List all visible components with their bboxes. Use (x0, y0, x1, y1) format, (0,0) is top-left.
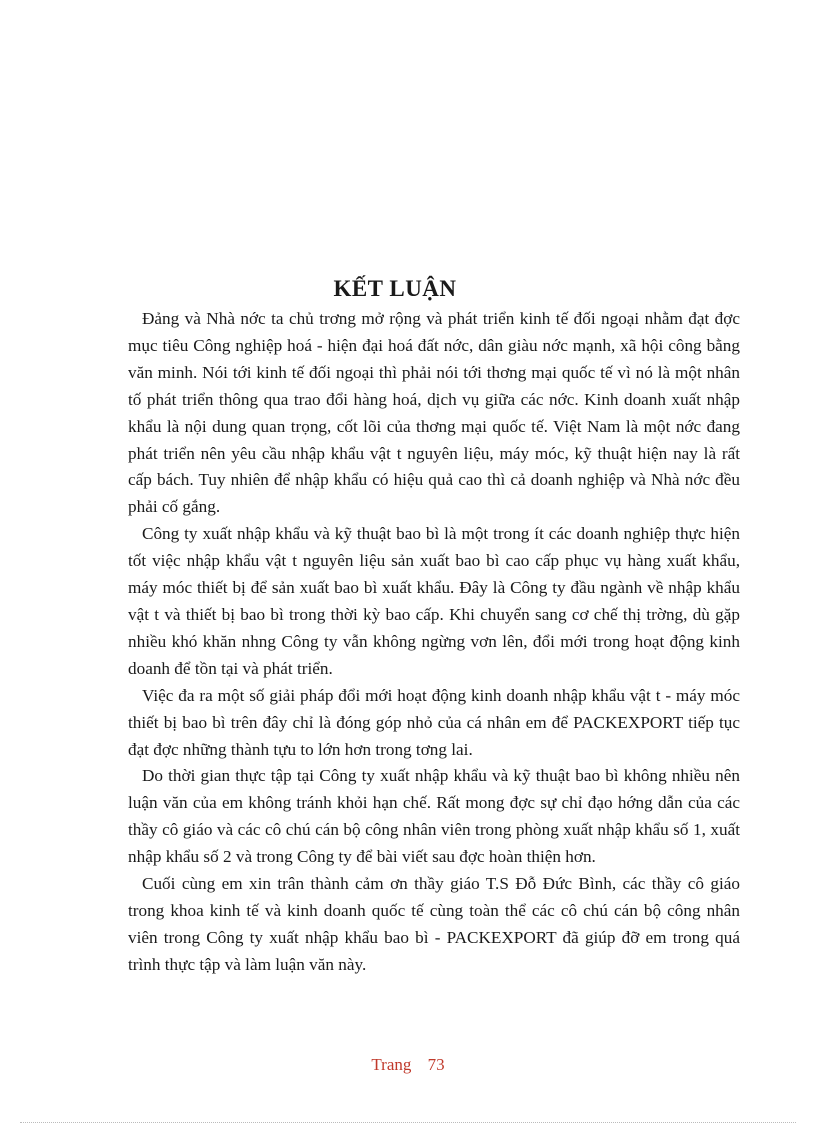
paragraph: Việc đa ra một số giải pháp đổi mới hoạt động kinh doanh nhập khẩu vật t - máy móc thiết bị bao bì trên đây chỉ là đóng góp nhỏ của cá nhân em để PACKEXPORT tiếp tục đạt đợc những thành tựu to lớn hơn trong tơng lai. (128, 685, 740, 759)
page-footer (0, 1055, 816, 1075)
document-body (128, 306, 740, 979)
page-number: 73 (427, 1055, 445, 1074)
paragraph: Đảng và Nhà nớc ta chủ trơng mở rộng và phát triển kinh tế đối ngoại nhằm đạt đợc mục tiêu Công nghiệp hoá - hiện đại hoá đất nớc, dân giàu nớc mạnh, xã hội công bằng văn minh. Nói tới kinh tế đối ngoại thì phải nói tới thơng mại quốc tế vì nó là một nhân tố phát triển thông qua trao đổi hàng hoá, dịch vụ giữa các nớc. Kinh doanh xuất nhập khẩu là nội dung quan trọng, cốt lõi của thơng mại quốc tế. Việt Nam là một nớc đang phát triển nên yêu cầu nhập khẩu vật t nguyên liệu, máy móc, kỹ thuật hiện nay là rất cấp bách. Tuy nhiên để nhập khẩu có hiệu quả cao thì cả doanh nghiệp và Nhà nớc đều phải cố gắng. (128, 309, 740, 517)
paragraph: Cuối cùng em xin trân thành cảm ơn thầy giáo T.S Đỗ Đức Bình, các thầy cô giáo trong khoa kinh tế và kinh doanh quốc tế cùng toàn thể các cô chú cán bộ công nhân viên trong Công ty xuất nhập khẩu bao bì - PACKEXPORT đã giúp đỡ em trong quá trình thực tập và làm luận văn này. (128, 874, 740, 974)
paragraph: Công ty xuất nhập khẩu và kỹ thuật bao bì là một trong ít các doanh nghiệp thực hiện tốt việc nhập khẩu vật t nguyên liệu sản xuất bao bì cao cấp phục vụ hàng xuất khẩu, máy móc thiết bị để sản xuất bao bì xuất khẩu. Đây là Công ty đầu ngành về nhập khẩu vật t và thiết bị bao bì trong thời kỳ bao cấp. Khi chuyển sang cơ chế thị trờng, dù gặp nhiều khó khăn nhng Công ty vẫn không ngừng vơn lên, đổi mới trong hoạt động kinh doanh để tồn tại và phát triển. (128, 524, 740, 678)
page-title: KẾT LUẬN (333, 276, 457, 301)
paragraph: Do thời gian thực tập tại Công ty xuất nhập khẩu và kỹ thuật bao bì không nhiều nên luận văn của em không tránh khỏi hạn chế. Rất mong đợc sự chỉ đạo hớng dẫn của các thầy cô giáo và các cô chú cán bộ công nhân viên trong phòng xuất nhập khẩu số 1, xuất nhập khẩu số 2 và trong Công ty để bài viết sau đợc hoàn thiện hơn. (128, 766, 740, 867)
page-label: Trang (371, 1055, 412, 1074)
